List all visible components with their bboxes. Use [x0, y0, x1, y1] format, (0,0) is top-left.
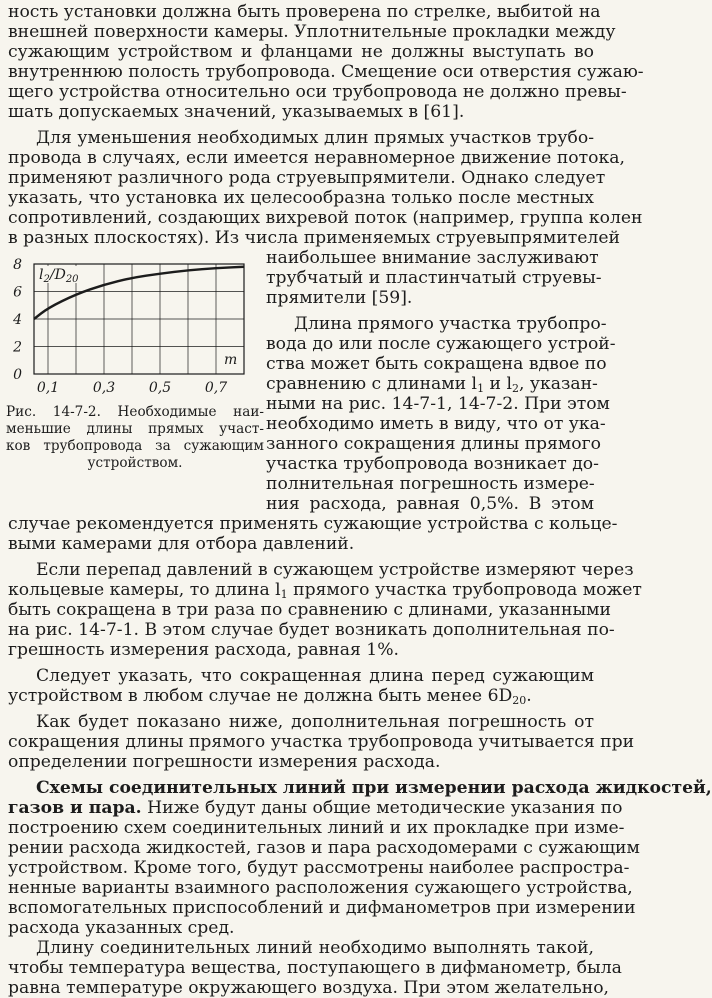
- text-line: провода в случаях, если имеется неравномерное движение потока,: [8, 148, 625, 168]
- text-line: равна температуре окружающего воздуха. При этом желательно,: [8, 978, 610, 998]
- text-line: вспомогательных приспособлений и дифманометров при измерении: [8, 898, 636, 918]
- text-line: щего устройства относительно оси трубопровода не должно превы-: [8, 82, 627, 102]
- text-line: необходимо иметь в виду, что от ука-: [266, 414, 606, 434]
- text-line: прямители [59].: [266, 288, 413, 308]
- text-line: Если перепад давлений в сужающем устройстве измеряют через: [36, 560, 634, 580]
- text-line: указать, что установка их целесообразна только после местных: [8, 188, 594, 208]
- text-line: выми камерами для отбора давлений.: [8, 534, 355, 554]
- figure-caption-line: Рис. 14-7-2. Необходимые наи-: [6, 404, 264, 420]
- y-tick-label: 2: [13, 339, 22, 356]
- text-line: Как будет показано ниже, дополнительная погрешность от: [36, 712, 594, 732]
- text-line: наибольшее внимание заслуживают: [266, 248, 599, 268]
- text-line: на рис. 14-7-1. В этом случае будет возникать дополнительная по-: [8, 620, 615, 640]
- y-tick-labels: [12, 257, 22, 383]
- text-line: вода до или после сужающего устрой-: [266, 334, 616, 354]
- text-line: ния расхода, равная 0,5%. В этом: [266, 494, 594, 514]
- y-tick-label: 8: [13, 257, 22, 273]
- text-line: шать допускаемых значений, указываемых в [61].: [8, 102, 465, 122]
- text-line: ность установки должна быть проверена по стрелке, выбитой на: [8, 2, 601, 22]
- text-line: случае рекомендуется применять сужающие устройства с кольце-: [8, 514, 618, 534]
- text-line: грешность измерения расхода, равная 1%.: [8, 640, 400, 660]
- text-line: устройством в любом случае не должна быть менее $6D_{20}$.: [8, 686, 532, 707]
- text-line: ными на рис. 14-7-1, 14-7-2. При этом: [266, 394, 610, 414]
- text-line: Для уменьшения необходимых длин прямых участков трубо-: [36, 128, 594, 148]
- x-tick-label: 0,3: [92, 380, 116, 396]
- text-line: чтобы температура вещества, поступающего в дифманометр, была: [8, 958, 622, 978]
- text-line: применяют различного рода струевыпрямители. Однако следует: [8, 168, 606, 188]
- x-tick-label: 0,5: [148, 380, 172, 396]
- text-line: сужающим устройством и фланцами не должны выступать во: [8, 42, 594, 62]
- text-line: трубчатый и пластинчатый струевы-: [266, 268, 602, 288]
- text-line: сопротивлений, создающих вихревой поток (например, группа колен: [8, 208, 643, 228]
- y-axis-label: $l_2/D_{20}$: [39, 267, 79, 285]
- x-tick-labels: [37, 380, 227, 396]
- text-line: быть сокращена в три раза по сравнению с длинами, указанными: [8, 600, 611, 620]
- figure-caption-line: устройством.: [87, 455, 183, 471]
- text-line: газов и пара. Ниже будут даны общие методические указания по: [8, 798, 623, 818]
- y-tick-label: 0: [13, 367, 22, 383]
- figure-caption-line: меньшие длины прямых участ-: [6, 421, 264, 437]
- x-tick-label: 0,7: [204, 380, 228, 396]
- text-line: сокращения длины прямого участка трубопровода учитывается при: [8, 732, 635, 752]
- text-line: определении погрешности измерения расхода.: [8, 752, 441, 772]
- text-line: Длину соединительных линий необходимо выполнять такой,: [36, 938, 594, 958]
- text-line: внутреннюю полость трубопровода. Смещение оси отверстия сужаю-: [8, 62, 644, 82]
- text-line: построению схем соединительных линий и их прокладке при изме-: [8, 818, 625, 838]
- text-line: участка трубопровода возникает до-: [266, 454, 599, 474]
- x-tick-label: 0,1: [36, 380, 60, 396]
- figure-caption-line: ков трубопровода за сужающим: [6, 438, 264, 454]
- text-line: устройством. Кроме того, будут рассмотрены наиболее распростра-: [8, 858, 630, 878]
- text-line: ненные варианты взаимного расположения сужающего устройства,: [8, 878, 633, 898]
- text-line: Следует указать, что сокращенная длина перед сужающим: [36, 666, 594, 686]
- text-line: занного сокращения длины прямого: [266, 434, 601, 454]
- text-line: полнительная погрешность измере-: [266, 474, 595, 494]
- text-line: кольцевые камеры, то длина $l_1$ прямого участка трубопровода может: [8, 580, 642, 601]
- text-line: в разных плоскостях). Из числа применяемых струевыпрямителей: [8, 228, 620, 248]
- text-line: сравнению с длинами $l_1$ и $l_2$, указан-: [266, 374, 598, 395]
- x-axis-label: m: [224, 352, 238, 368]
- text-line: рении расхода жидкостей, газов и пара расходомерами с сужающим: [8, 838, 640, 858]
- y-tick-label: 4: [13, 312, 22, 328]
- text-line: Длина прямого участка трубопро-: [294, 314, 607, 334]
- y-tick-label: 6: [13, 284, 22, 301]
- figure-chart: [6, 256, 262, 396]
- text-line: расхода указанных сред.: [8, 918, 235, 938]
- section-heading-line: Схемы соединительных линий при измерении расхода жидкостей,: [36, 778, 712, 798]
- text-line: ства может быть сокращена вдвое по: [266, 354, 607, 374]
- text-line: внешней поверхности камеры. Уплотнительные прокладки между: [8, 22, 616, 42]
